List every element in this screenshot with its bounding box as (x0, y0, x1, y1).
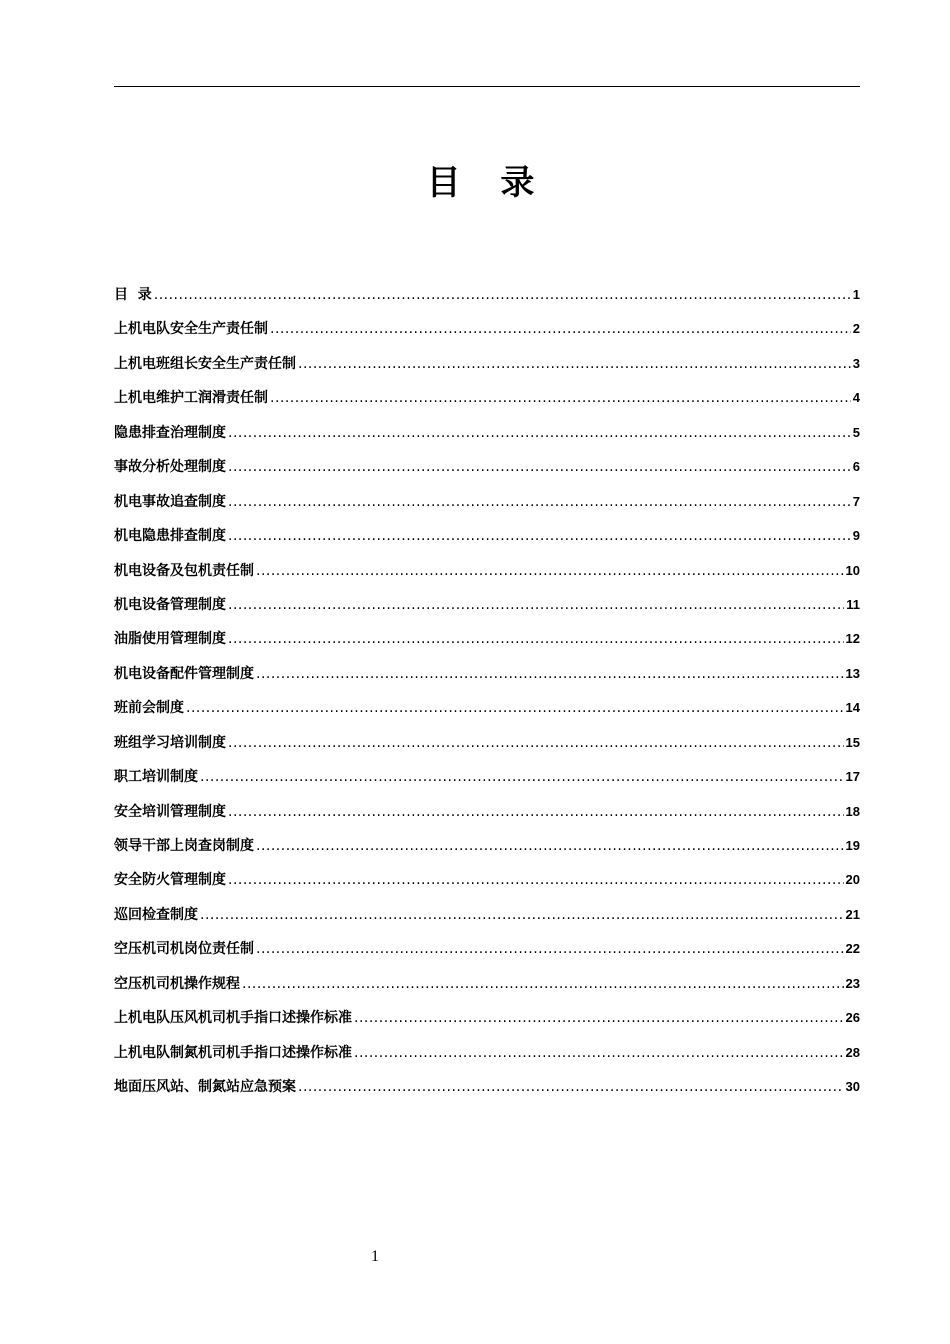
toc-entry-title: 地面压风站、制氮站应急预案 (114, 1079, 296, 1096)
toc-entry-title: 上机电班组长安全生产责任制 (114, 355, 296, 372)
toc-dot-leader (270, 321, 851, 337)
toc-dot-leader (298, 1079, 844, 1095)
toc-entry-title: 机电事故追查制度 (114, 493, 226, 510)
toc-dot-leader (228, 528, 851, 544)
toc-dot-leader (154, 287, 851, 303)
toc-dot-leader (228, 804, 844, 820)
toc-entry-page: 9 (852, 528, 860, 544)
toc-dot-leader (228, 459, 851, 475)
toc-entry-page: 22 (845, 941, 860, 957)
toc-entry[interactable] (114, 766, 860, 800)
toc-entry-page: 7 (852, 493, 860, 509)
toc-entry-title: 机电设备管理制度 (114, 596, 226, 613)
toc-entry[interactable] (114, 697, 860, 731)
toc-entry[interactable] (114, 594, 860, 628)
toc-entry-page: 3 (852, 355, 860, 371)
page-title: 目 录 (426, 163, 549, 203)
toc-entry-page: 2 (852, 321, 860, 337)
toc-entry-title: 空压机司机岗位责任制 (114, 941, 254, 958)
header-rule (114, 86, 860, 87)
toc-entry-page: 20 (845, 872, 860, 888)
table-of-contents (114, 284, 860, 1111)
toc-dot-leader (228, 425, 851, 441)
toc-dot-leader (228, 872, 844, 888)
toc-entry-title: 目 录 (114, 287, 152, 303)
toc-entry-title: 上机电维护工润滑责任制 (114, 390, 268, 407)
toc-dot-leader (200, 907, 844, 923)
toc-dot-leader (354, 1010, 844, 1026)
toc-entry[interactable] (114, 1076, 860, 1110)
toc-entry-title: 上机电队制氮机司机手指口述操作标准 (114, 1044, 352, 1061)
toc-entry-page: 30 (845, 1079, 860, 1095)
toc-entry-title: 领导干部上岗查岗制度 (114, 838, 254, 854)
toc-dot-leader (228, 735, 844, 751)
toc-entry[interactable] (114, 1007, 860, 1041)
toc-entry-page: 12 (845, 631, 860, 647)
toc-entry[interactable] (114, 869, 860, 903)
toc-entry-title: 机电隐患排查制度 (114, 528, 226, 545)
toc-entry[interactable] (114, 663, 860, 697)
toc-entry-page: 21 (845, 906, 860, 922)
toc-entry[interactable] (114, 938, 860, 972)
toc-entry-page: 5 (852, 424, 860, 440)
toc-entry[interactable] (114, 1042, 860, 1076)
toc-entry[interactable] (114, 525, 860, 559)
toc-entry-title: 油脂使用管理制度 (114, 631, 226, 648)
toc-entry-page: 18 (845, 803, 860, 819)
toc-dot-leader (228, 494, 851, 510)
toc-entry[interactable] (114, 560, 860, 594)
toc-entry-page: 14 (845, 700, 860, 716)
toc-dot-leader (298, 356, 851, 372)
toc-dot-leader (256, 941, 844, 957)
toc-entry-title: 班前会制度 (114, 700, 184, 717)
footer-page-number: 1 (371, 1248, 379, 1265)
toc-entry[interactable] (114, 491, 860, 525)
toc-entry-page: 26 (845, 1010, 860, 1026)
toc-entry-title: 隐患排查治理制度 (114, 424, 226, 441)
toc-entry-title: 机电设备及包机责任制 (114, 562, 254, 579)
toc-dot-leader (256, 666, 844, 682)
toc-dot-leader (354, 1045, 844, 1061)
toc-entry-title: 上机电队压风机司机手指口述操作标准 (114, 1010, 352, 1027)
toc-entry-page: 10 (845, 562, 860, 578)
toc-entry-page: 4 (852, 390, 860, 406)
toc-entry-page: 17 (845, 769, 860, 785)
toc-entry-page: 6 (852, 459, 860, 475)
toc-dot-leader (228, 597, 844, 613)
toc-entry[interactable] (114, 732, 860, 766)
toc-entry[interactable] (114, 801, 860, 835)
toc-entry-page: 11 (846, 596, 860, 612)
toc-entry[interactable] (114, 973, 860, 1007)
toc-entry[interactable] (114, 422, 860, 456)
toc-entry[interactable] (114, 353, 860, 387)
toc-entry-title: 安全培训管理制度 (114, 803, 226, 820)
toc-dot-leader (200, 769, 844, 785)
toc-entry-page: 19 (845, 838, 860, 853)
toc-entry-title: 巡回检查制度 (114, 906, 198, 923)
toc-entry[interactable] (114, 387, 860, 421)
toc-entry[interactable] (114, 456, 860, 490)
toc-dot-leader (256, 838, 844, 854)
toc-dot-leader (186, 700, 844, 716)
toc-entry-page: 28 (845, 1044, 860, 1060)
toc-entry-title: 机电设备配件管理制度 (114, 665, 254, 682)
toc-entry[interactable] (114, 835, 860, 869)
toc-dot-leader (228, 631, 844, 647)
toc-entry[interactable] (114, 284, 860, 318)
toc-entry[interactable] (114, 318, 860, 352)
toc-dot-leader (242, 976, 844, 992)
toc-entry[interactable] (114, 628, 860, 662)
toc-entry-page: 15 (845, 734, 860, 750)
toc-entry-title: 安全防火管理制度 (114, 872, 226, 889)
toc-entry-title: 班组学习培训制度 (114, 734, 226, 751)
toc-entry-page: 23 (845, 975, 860, 991)
toc-entry-title: 职工培训制度 (114, 769, 198, 786)
toc-dot-leader (270, 390, 851, 406)
toc-entry-title: 事故分析处理制度 (114, 459, 226, 476)
toc-entry-page: 13 (845, 665, 860, 681)
toc-entry-title: 空压机司机操作规程 (114, 975, 240, 992)
toc-dot-leader (256, 563, 844, 579)
toc-entry-title: 上机电队安全生产责任制 (114, 321, 268, 338)
toc-entry-page: 1 (852, 287, 860, 302)
toc-entry[interactable] (114, 904, 860, 938)
